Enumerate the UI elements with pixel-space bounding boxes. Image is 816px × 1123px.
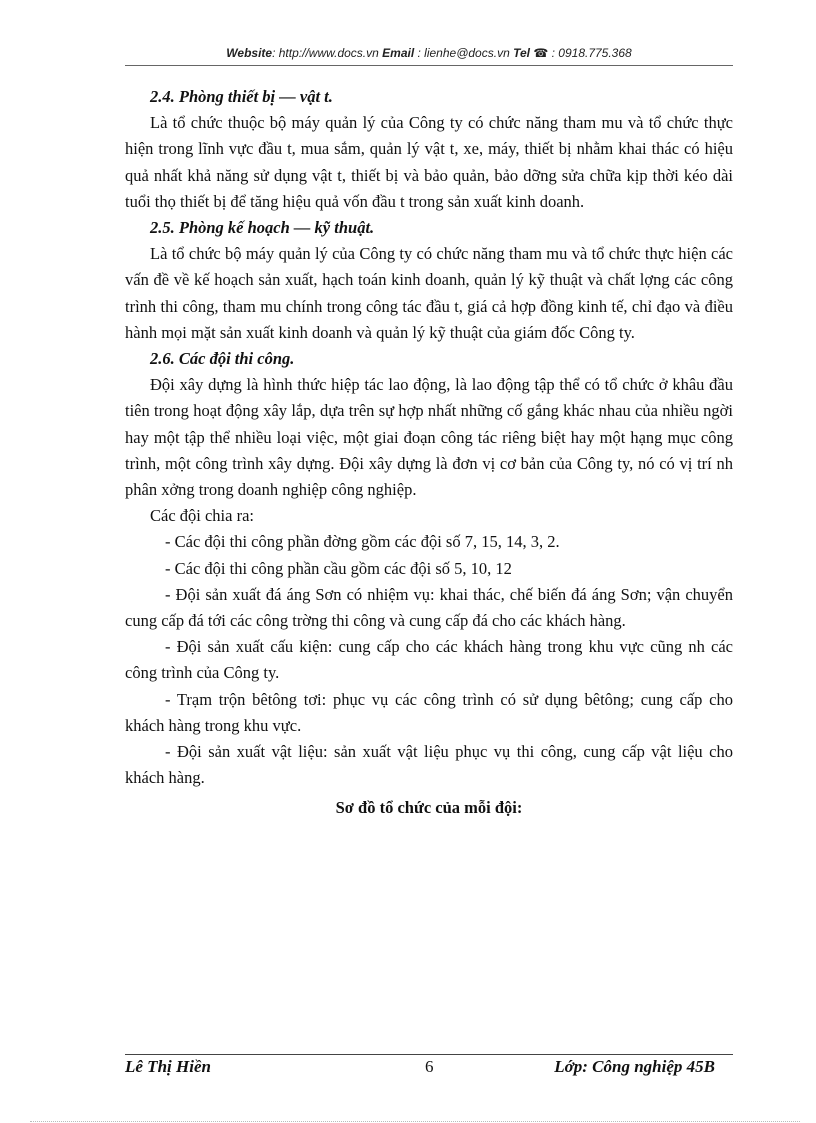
section-2-5-title: 2.5. Phòng kế hoạch — kỹ thuật. xyxy=(150,218,375,238)
email-label: Email xyxy=(382,46,415,60)
section-2-6-body: Đội xây dựng là hình thức hiệp tác lao động, là lao động tập thể có tổ chức ở khâu đầu tiên trong hoạt động xây lắp, dựa trên sự hợp nhất những cố gắng khác nhau của nhiều ngời hay một tập thể nhiều loại việc, một giai đoạn công tác riêng biệt hay một hạng mục công trình, một công trình xây dựng. Đội xây dựng là đơn vị cơ bản của Công ty, nó có vị trí nh phân xởng trong doanh nghiệp công nghiệp. xyxy=(125,375,733,500)
list-item-bridge-teams: - Các đội thi công phần cầu gồm các đội số 5, 10, 12 xyxy=(165,558,512,578)
tel-label: Tel ☎ xyxy=(513,46,549,60)
diagram-title: Sơ đồ tổ chức của mỗi đội: xyxy=(335,798,523,818)
page-header xyxy=(125,46,733,60)
website-label: Website xyxy=(226,46,273,60)
email-value: : lienhe@docs.vn xyxy=(414,46,510,60)
list-item-road-teams: - Các đội thi công phần đờng gồm các đội số 7, 15, 14, 3, 2. xyxy=(165,532,560,552)
list-item-stone-team: - Đội sản xuất đá áng Sơn có nhiệm vụ: khai thác, chế biến đá áng Sơn; vận chuyển cung cấp đá tới các công trờng thi công và cung cấp đá cho các khách hàng. xyxy=(125,584,733,631)
section-2-5-body: Là tổ chức bộ máy quản lý của Công ty có chức năng tham mu và tổ chức thực hiện các vấn đề về kế hoạch sản xuất, hạch toán kinh doanh, quản lý kỹ thuật và chất lợng các công trình thi công, tham mu chính trong công tác đầu t, giá cả hợp đồng kinh tế, chỉ đạo và điều hành mọi mặt sản xuất kinh doanh và quản lý kỹ thuật của giám đốc Công ty. xyxy=(125,244,733,342)
tel-value: : 0918.775.368 xyxy=(551,46,632,60)
list-item-component-team: - Đội sản xuất cấu kiện: cung cấp cho các khách hàng trong khu vực cũng nh các công trình của Công ty. xyxy=(125,637,733,683)
footer-divider xyxy=(125,1054,733,1055)
footer-author: Lê Thị Hiền xyxy=(125,1057,211,1076)
list-item-concrete-station: - Trạm trộn bêtông tơi: phục vụ các công trình có sử dụng bêtông; cung cấp cho khách hàng trong khu vực. xyxy=(125,689,733,735)
section-2-6-title: 2.6. Các đội thi công. xyxy=(150,349,295,369)
section-2-4-title: 2.4. Phòng thiết bị — vật t. xyxy=(150,87,333,106)
list-item-materials-team: - Đội sản xuất vật liệu: sản xuất vật liệu phục vụ thi công, cung cấp vật liệu cho khách hàng. xyxy=(125,742,733,788)
website-value: : http://www.docs.vn xyxy=(272,46,379,60)
teams-divided-label: Các đội chia ra: xyxy=(150,506,254,526)
page-number: 6 xyxy=(425,1057,434,1076)
document-body xyxy=(125,84,733,822)
page-bottom-border xyxy=(30,1121,800,1122)
header-divider xyxy=(125,65,733,66)
section-2-4-body: Là tổ chức thuộc bộ máy quản lý của Công ty có chức năng tham mu và tổ chức thực hiện trong lĩnh vực đầu t, mua sắm, quản lý vật t, xe, máy, thiết bị nhằm khai thác có hiệu quả nhất khả năng sử dụng vật t, thiết bị và bảo quản, bảo dỡng sửa chữa kịp thời kéo dài tuổi thọ thiết bị để tăng hiệu quả vốn đầu t trong sản xuất kinh doanh. xyxy=(125,113,733,211)
page-footer xyxy=(125,1057,733,1079)
footer-class: Lớp: Công nghiệp 45B xyxy=(554,1057,715,1076)
